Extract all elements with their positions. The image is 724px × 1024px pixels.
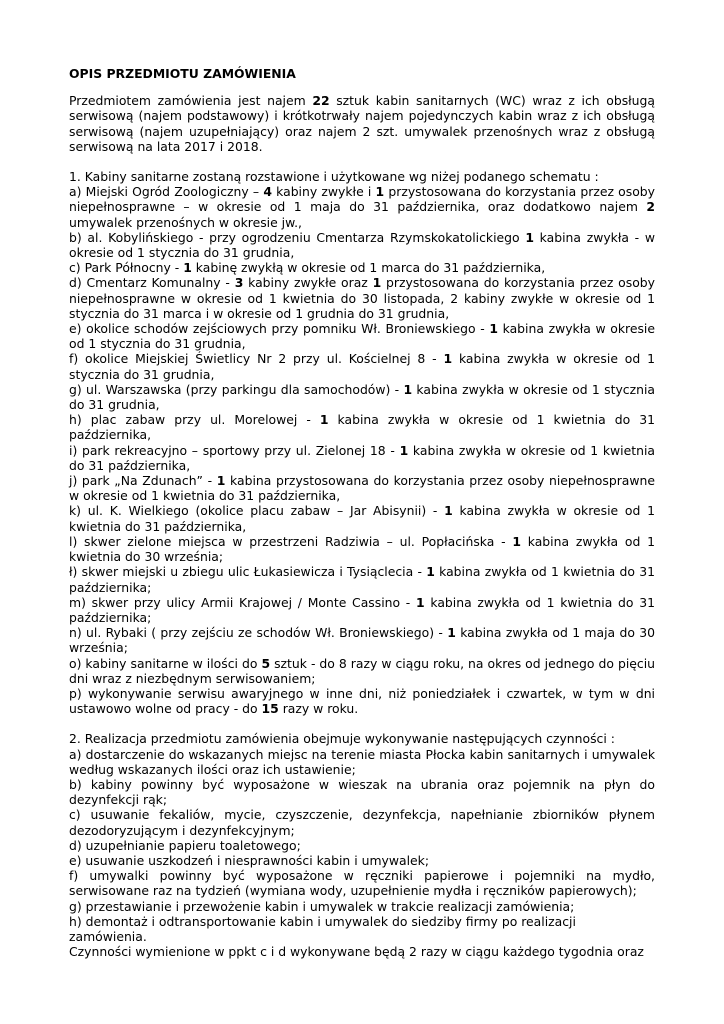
item-count: 5 bbox=[261, 655, 271, 671]
item-text: j) park „Na Zdunach” - bbox=[69, 473, 217, 489]
section2-item-f: f) umywalki powinny być wyposażone w ręczniki papierowe i pojemniki na mydło, serwisowane raz na tydzień (wymiana wody, uzupełnienie mydła i ręczników papierowych); bbox=[69, 868, 655, 899]
section1-item-m bbox=[69, 595, 655, 625]
section2-list bbox=[69, 747, 655, 960]
item-text: kabina zwykła w okresie od 1 kwietnia do 31 października, bbox=[69, 412, 655, 443]
item-text: h) plac zabaw przy ul. Morelowej - bbox=[69, 412, 320, 428]
item-count: 1 bbox=[399, 442, 409, 458]
intro-paragraph bbox=[69, 93, 655, 154]
item-text: a) Miejski Ogród Zoologiczny – bbox=[69, 184, 264, 200]
item-count: 1 bbox=[403, 381, 413, 397]
item-text: kabina zwykła w okresie od 1 kwietnia do 31 października, bbox=[69, 442, 655, 473]
item-count: 1 bbox=[489, 321, 498, 337]
section1-item-g bbox=[69, 382, 655, 412]
item-count: 1 bbox=[444, 503, 453, 519]
section1-item-p bbox=[69, 686, 655, 716]
section2-closing: Czynności wymienione w ppkt c i d wykonywane będą 2 razy w ciągu każdego tygodnia oraz bbox=[69, 944, 644, 960]
item-text: kabina zwykła w okresie od 1 kwietnia do 31 października, bbox=[69, 503, 655, 534]
item-text: m) skwer przy ulicy Armii Krajowej / Monte Cassino - bbox=[69, 594, 417, 610]
section1-item-f bbox=[69, 351, 655, 381]
section1-item-o bbox=[69, 656, 655, 686]
item-count: 2 bbox=[646, 199, 655, 215]
section1-item-l-stroke bbox=[69, 564, 655, 594]
item-count: 1 bbox=[216, 473, 226, 489]
intro-text-start: Przedmiotem zamówienia jest najem bbox=[69, 93, 313, 109]
section1-list bbox=[69, 184, 655, 716]
section2-item-c: c) usuwanie fekaliów, mycie, czyszczenie, dezynfekcja, napełnianie zbiorników płynem dezodoryzującym i dezynfekcyjnym; bbox=[69, 807, 655, 838]
item-text: b) al. Kobylińskiego - przy ogrodzeniu Cmentarza Rzymskokatolickiego bbox=[69, 229, 526, 245]
section1-heading: 1. Kabiny sanitarne zostaną rozstawione i użytkowane wg niżej podanego schematu : bbox=[69, 169, 599, 185]
spacer bbox=[69, 154, 655, 169]
section1-item-l bbox=[69, 534, 655, 564]
item-text: umywalek przenośnych w okresie jw., bbox=[69, 214, 302, 230]
item-text: kabina zwykła w okresie od 1 stycznia do 31 grudnia, bbox=[69, 321, 655, 352]
item-text: p) wykonywanie serwisu awaryjnego w inne dni, niż poniedziałek i czwartek, w tym w dni ustawowo wolne od pracy - do bbox=[69, 685, 655, 717]
item-text: ł) skwer miejski u zbiegu ulic Łukasiewicza i Tysiąclecia - bbox=[69, 564, 427, 580]
item-text: i) park rekreacyjno – sportowy przy ul. Zielonej 18 - bbox=[69, 442, 400, 458]
section1-item-a bbox=[69, 184, 655, 230]
item-count: 1 bbox=[447, 625, 456, 641]
document-title: OPIS PRZEDMIOTU ZAMÓWIENIA bbox=[69, 66, 296, 81]
section1-item-j bbox=[69, 473, 655, 503]
item-text: g) ul. Warszawska (przy parkingu dla samochodów) - bbox=[69, 381, 404, 397]
item-count: 1 bbox=[319, 412, 329, 428]
item-text: kabina zwykła od 1 kwietnia do 31 października; bbox=[69, 564, 655, 595]
section1-item-k bbox=[69, 503, 655, 533]
item-text: e) okolice schodów zejściowych przy pomniku Wł. Broniewskiego - bbox=[69, 321, 490, 337]
item-count: 1 bbox=[372, 275, 382, 291]
item-text: kabina zwykła od 1 kwietnia do 31 października; bbox=[69, 594, 655, 625]
section1-item-h bbox=[69, 412, 655, 442]
item-text: d) Cmentarz Komunalny - bbox=[69, 275, 235, 291]
item-text: kabinę zwykłą w okresie od 1 marca do 31 października, bbox=[191, 260, 546, 276]
item-text: o) kabiny sanitarne w ilości do bbox=[69, 655, 262, 671]
item-count: 1 bbox=[443, 351, 453, 367]
item-text: c) Park Północny - bbox=[69, 260, 184, 276]
item-text: przystosowana do korzystania przez osoby niepełnosprawne – w okresie od 1 maja do 31 października, oraz dodatkowo najem bbox=[69, 184, 656, 215]
item-text: f) okolice Miejskiej Świetlicy Nr 2 przy ul. Kościelnej 8 - bbox=[69, 351, 444, 367]
item-text: kabina zwykła w okresie od 1 stycznia do 31 grudnia, bbox=[69, 381, 655, 413]
item-count: 15 bbox=[261, 701, 279, 717]
item-text: kabina zwykła od 1 maja do 30 września; bbox=[69, 625, 656, 656]
item-text: razy w roku. bbox=[278, 701, 359, 717]
item-text: kabina przystosowana do korzystania przez osoby niepełnosprawne w okresie od 1 kwietnia do 31 października, bbox=[69, 473, 655, 504]
section2-item-b: b) kabiny powinny być wyposażone w wieszak na ubrania oraz pojemnik na płyn do dezynfekcji rąk; bbox=[69, 776, 655, 808]
section1-item-c bbox=[69, 260, 655, 275]
item-text: kabina zwykła od 1 kwietnia do 30 września; bbox=[69, 533, 655, 565]
document-page bbox=[69, 66, 655, 959]
section1-item-e bbox=[69, 321, 655, 351]
section1-item-i bbox=[69, 443, 655, 473]
section2-item-h: h) demontaż i odtransportowanie kabin i umywalek do siedziby firmy po realizacji zamówienia. bbox=[69, 913, 576, 944]
intro-text-end: sztuk kabin sanitarnych (WC) wraz z ich obsługą serwisową (najem podstawowy) i krótkotrwały najem pojedynczych kabin wraz z ich obsługą serwisową (najem uzupełniający) oraz najem 2 szt. umywalek przenośnych wraz z obsługą serwisową na lata 2017 i 2018. bbox=[69, 93, 655, 154]
item-text: kabina zwykła w okresie od 1 stycznia do 31 grudnia, bbox=[69, 351, 655, 382]
item-text: n) ul. Rybaki ( przy zejściu ze schodów Wł. Broniewskiego) - bbox=[69, 625, 448, 641]
intro-cabin-count: 22 bbox=[312, 93, 330, 109]
spacer bbox=[69, 716, 655, 731]
item-count: 3 bbox=[234, 275, 244, 291]
item-count: 4 bbox=[263, 184, 272, 200]
item-count: 1 bbox=[525, 229, 534, 245]
item-text: kabiny zwykłe i bbox=[271, 184, 376, 200]
section1-item-n bbox=[69, 625, 655, 655]
item-text: kabina zwykła - w okresie od 1 stycznia do 31 grudnia, bbox=[69, 229, 655, 261]
item-count: 1 bbox=[416, 594, 425, 610]
section1-item-b bbox=[69, 230, 655, 260]
section1-item-d bbox=[69, 275, 655, 321]
item-count: 1 bbox=[512, 533, 521, 549]
section2-item-d: d) uzupełnianie papieru toaletowego; bbox=[69, 837, 301, 853]
section2-item-g: g) przestawianie i przewożenie kabin i umywalek w trakcie realizacji zamówienia; bbox=[69, 898, 575, 914]
item-text: k) ul. K. Wielkiego (okolice placu zabaw – Jar Abisynii) - bbox=[69, 503, 445, 519]
item-text: kabiny zwykłe oraz bbox=[243, 275, 373, 291]
item-count: 1 bbox=[375, 184, 385, 200]
item-count: 1 bbox=[183, 260, 192, 276]
item-text: l) skwer zielone miejsca w przestrzeni Radziwia – ul. Popłacińska - bbox=[69, 533, 513, 549]
item-count: 1 bbox=[426, 564, 435, 580]
item-text: sztuk - do 8 razy w ciągu roku, na okres od jednego do pięciu dni wraz z niezbędnym serwisowaniem; bbox=[69, 655, 656, 686]
section2-heading: 2. Realizacja przedmiotu zamówienia obejmuje wykonywanie następujących czynności : bbox=[69, 731, 615, 747]
section2-item-a: a) dostarczenie do wskazanych miejsc na terenie miasta Płocka kabin sanitarnych i umywalek według wskazanych ilości oraz ich ustawienie; bbox=[69, 746, 655, 777]
section2-item-e: e) usuwanie uszkodzeń i niesprawności kabin i umywalek; bbox=[69, 852, 430, 868]
item-text: przystosowana do korzystania przez osoby niepełnosprawne w okresie od 1 kwietnia do 30 listopada, 2 kabiny zwykłe w okresie od 1 stycznia do 31 marca i w okresie od 1 grudnia do 31 grudnia, bbox=[69, 275, 655, 321]
